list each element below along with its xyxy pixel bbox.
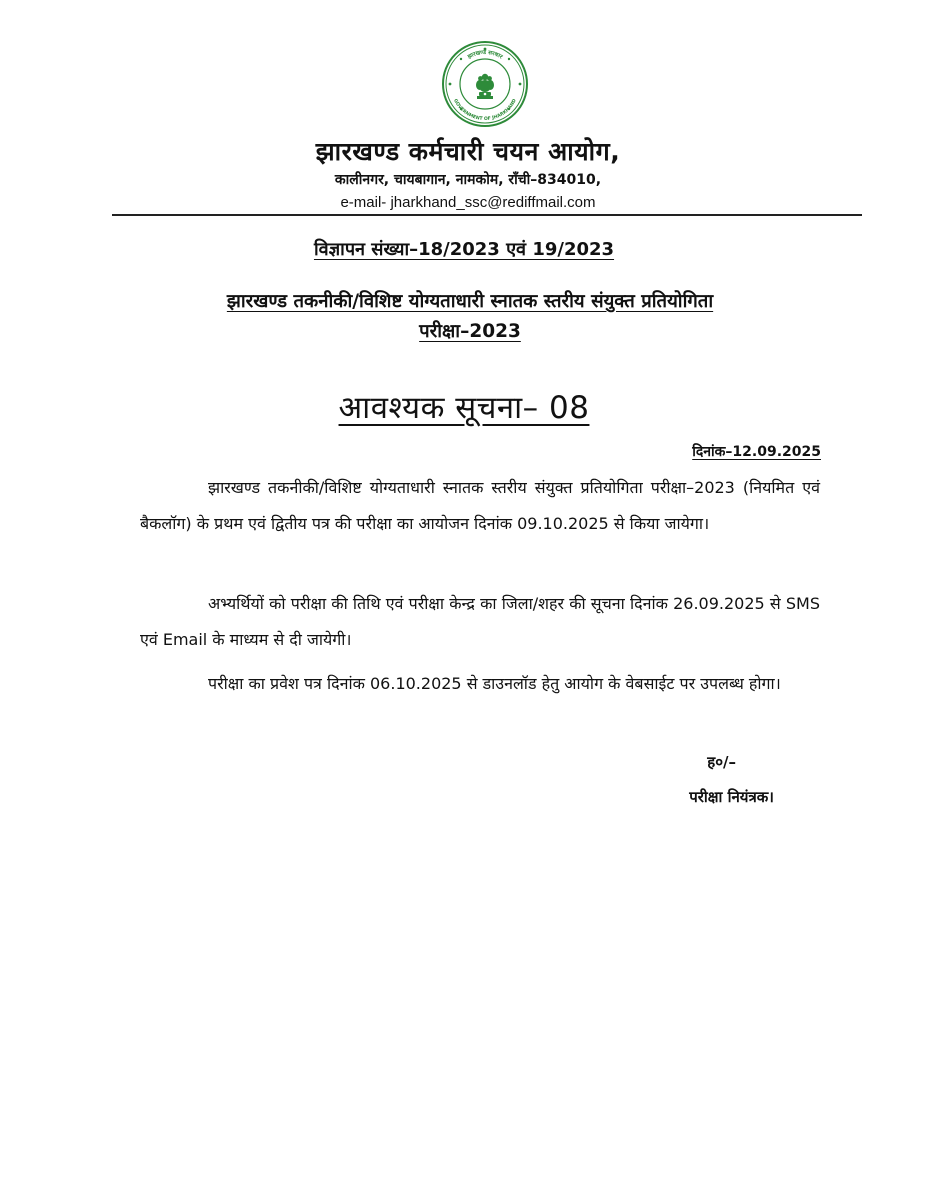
exam-title-line-2: परीक्षा–2023 (419, 321, 521, 342)
notice-heading (0, 386, 928, 428)
notice-paragraph: परीक्षा का प्रवेश पत्र दिनांक 06.10.2025 से डाउनलॉड हेतु आयोग के वेबसाईट पर उपलब्ध होगा। (208, 674, 781, 693)
notice-heading-text: आवश्यक सूचना– 08 (338, 390, 590, 426)
signatory-designation: परीक्षा नियंत्रक। (689, 788, 774, 806)
signature: ह०/– (707, 753, 736, 771)
exam-title-line-1: झारखण्ड तकनीकी/विशिष्ट योग्यताधारी स्नातक स्तरीय संयुक्त प्रतियोगिता (226, 291, 714, 312)
notice-date-text: दिनांक–12.09.2025 (692, 444, 821, 460)
svg-text:GOVERNMENT OF JHARKHAND: GOVERNMENT OF JHARKHAND (452, 98, 518, 123)
notice-date (692, 442, 821, 461)
notice-paragraph: अभ्यर्थियों को परीक्षा की तिथि एवं परीक्षा केन्द्र का जिला/शहर की सूचना दिनांक 26.09.2025 से SMS एवं Email के माध्यम से दी जायेगी। (140, 594, 820, 649)
svg-text:झारखण्ड सरकार: झारखण्ड सरकार (466, 49, 504, 61)
notice-paragraph: झारखण्ड तकनीकी/विशिष्ट योग्यताधारी स्नातक स्तरीय संयुक्त प्रतियोगिता परीक्षा–2023 (नियमित एवं बैकलॉग) के प्रथम एवं द्वितीय पत्र की परीक्षा का आयोजन दिनांक 09.10.2025 से किया जायेगा। (140, 478, 820, 533)
advertisement-number-text: विज्ञापन संख्या–18/2023 एवं 19/2023 (313, 239, 615, 260)
organization-name: झारखण्ड कर्मचारी चयन आयोग, (315, 137, 621, 166)
jharkhand-government-seal-icon (441, 40, 529, 128)
header-divider (112, 214, 862, 216)
organization-email: e-mail- jharkhand_ssc@rediffmail.com (340, 194, 596, 211)
exam-title (150, 287, 790, 347)
organization-address: कालीनगर, चायबागान, नामकोम, राँची–834010, (334, 172, 602, 188)
advertisement-number (0, 237, 928, 261)
